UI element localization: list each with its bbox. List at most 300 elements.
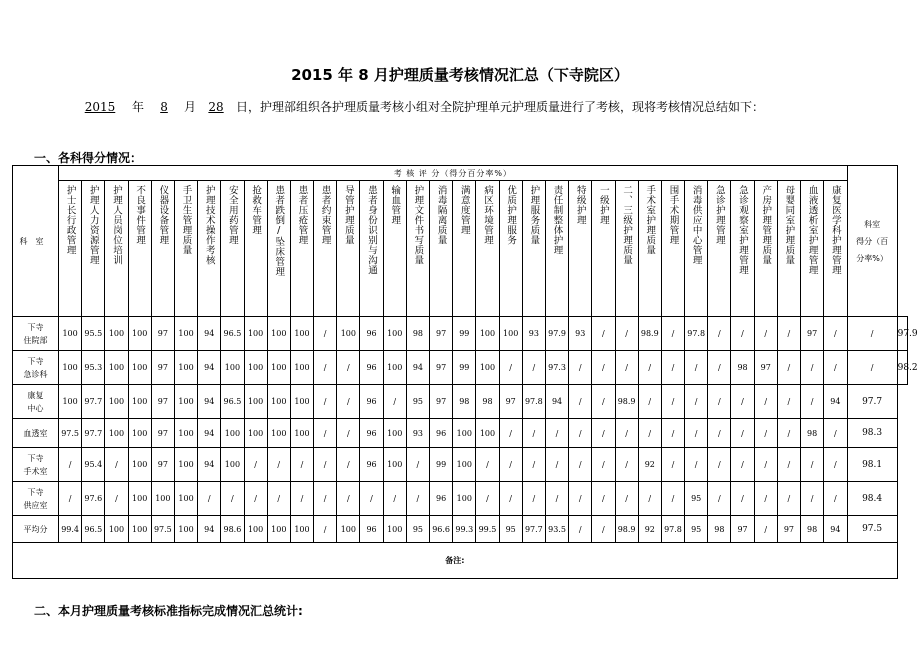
column-header-label: 患者跌倒/坠床管理: [273, 185, 285, 277]
column-header: [337, 181, 360, 317]
score-cell: /: [685, 419, 708, 448]
score-cell: /: [569, 516, 592, 543]
score-cell: /: [615, 351, 638, 385]
score-cell: /: [661, 482, 684, 516]
dept-name-line: 手术室: [23, 466, 48, 476]
score-cell: 96: [360, 419, 383, 448]
column-header: [430, 181, 453, 317]
score-cell: 98: [406, 317, 429, 351]
score-header-line: 分率%）: [856, 253, 888, 263]
score-cell: /: [360, 482, 383, 516]
score-cell: 100: [151, 482, 174, 516]
score-cell: /: [777, 448, 800, 482]
score-cell: 97: [151, 419, 174, 448]
score-cell: /: [685, 351, 708, 385]
score-cell: 97: [499, 385, 522, 419]
column-header-label: 病区环境管理: [481, 185, 493, 245]
score-cell: /: [754, 482, 777, 516]
score-cell: /: [661, 448, 684, 482]
column-header-label: 抢救车管理: [250, 185, 262, 235]
score-cell: 100: [244, 385, 267, 419]
score-cell: /: [824, 351, 847, 385]
column-header: [314, 181, 337, 317]
column-header: [174, 181, 197, 317]
dept-name-line: 住院部: [23, 335, 48, 345]
dept-total-score: 97.9: [897, 317, 907, 351]
column-header: [731, 181, 754, 317]
column-header: [801, 181, 824, 317]
column-header-label: 责任制整体护理: [551, 185, 563, 255]
remark-cell: [13, 543, 898, 579]
score-cell: 94: [824, 516, 847, 543]
column-header: [244, 181, 267, 317]
score-cell: 96.5: [82, 516, 105, 543]
column-header-label: 护理人员岗位培训: [110, 185, 122, 265]
column-header-row: [13, 181, 908, 317]
score-cell: /: [592, 448, 615, 482]
score-cell: /: [569, 385, 592, 419]
score-cell: /: [592, 317, 615, 351]
score-cell: /: [267, 482, 290, 516]
score-cell: 94: [198, 351, 221, 385]
score-cell: 100: [221, 419, 244, 448]
score-cell: 100: [244, 419, 267, 448]
dept-name-line: 急诊科: [23, 369, 48, 379]
column-header-label: 优质护理服务: [505, 185, 517, 245]
score-cell: /: [499, 482, 522, 516]
dept-name-line: 下寺: [27, 322, 44, 332]
score-cell: 98: [801, 419, 824, 448]
score-cell: 100: [105, 385, 128, 419]
score-cell: 100: [128, 385, 151, 419]
remark-label: 备注:: [445, 556, 465, 565]
score-cell: /: [314, 448, 337, 482]
score-cell: 97.3: [545, 351, 568, 385]
score-cell: 100: [174, 317, 197, 351]
score-cell: /: [290, 482, 313, 516]
score-cell: /: [824, 482, 847, 516]
score-cell: 95: [685, 482, 708, 516]
score-cell: 100: [244, 351, 267, 385]
score-cell: 99.3: [453, 516, 476, 543]
score-table: [12, 165, 918, 579]
dept-cell: [13, 482, 59, 516]
intro-text: 护理部组织各护理质量考核小组对全院护理单元护理质量进行了考核，现将考核情况总结如下：: [260, 100, 765, 114]
table-row: [13, 448, 908, 482]
score-cell: /: [777, 385, 800, 419]
column-header: [592, 181, 615, 317]
column-header-label: 急诊护理管理: [713, 185, 725, 245]
score-cell: 98: [801, 516, 824, 543]
score-cell: /: [592, 419, 615, 448]
score-cell: 98: [453, 385, 476, 419]
column-header: [638, 181, 661, 317]
table-row: [13, 351, 908, 385]
score-cell: /: [824, 448, 847, 482]
dept-name-line: 平均分: [23, 524, 48, 534]
score-cell: 98.6: [221, 516, 244, 543]
score-cell: /: [615, 317, 638, 351]
column-header-label: 患者约束管理: [319, 185, 331, 245]
score-cell: /: [267, 448, 290, 482]
score-cell: 100: [383, 516, 406, 543]
score-cell: /: [847, 317, 897, 351]
score-cell: 97.7: [522, 516, 545, 543]
column-header-label: 护理技术操作考核: [203, 185, 215, 265]
column-header-label: 围手术期管理: [667, 185, 679, 245]
score-cell: /: [383, 482, 406, 516]
score-cell: 100: [290, 419, 313, 448]
score-cell: 100: [337, 516, 360, 543]
column-header: [685, 181, 708, 317]
score-cell: 98: [731, 351, 754, 385]
dept-total-score: 98.1: [847, 448, 897, 482]
score-cell: /: [569, 419, 592, 448]
score-cell: /: [545, 419, 568, 448]
score-cell: 100: [267, 516, 290, 543]
score-cell: 100: [453, 482, 476, 516]
score-cell: 100: [128, 419, 151, 448]
column-header: [661, 181, 684, 317]
table-row: [13, 317, 908, 351]
score-cell: 100: [105, 351, 128, 385]
score-cell: 95: [685, 516, 708, 543]
dept-cell: [13, 448, 59, 482]
score-cell: 100: [244, 317, 267, 351]
score-cell: /: [777, 351, 800, 385]
score-cell: 100: [174, 448, 197, 482]
score-cell: 97.8: [685, 317, 708, 351]
score-cell: 95.5: [82, 317, 105, 351]
score-cell: 100: [59, 385, 82, 419]
column-header: [476, 181, 499, 317]
column-header-label: 护士长行政管理: [64, 185, 76, 255]
dept-cell: [13, 516, 59, 543]
score-cell: /: [522, 482, 545, 516]
dept-total-score: 98.3: [847, 419, 897, 448]
column-header-label: 仪器设备管理: [157, 185, 169, 245]
score-cell: 98.9: [615, 385, 638, 419]
score-cell: 100: [128, 516, 151, 543]
score-cell: /: [661, 419, 684, 448]
score-cell: 96: [430, 482, 453, 516]
score-cell: /: [522, 419, 545, 448]
score-cell: 97: [801, 317, 824, 351]
score-cell: /: [708, 419, 731, 448]
score-cell: /: [314, 419, 337, 448]
column-header: [151, 181, 174, 317]
score-header-line: 科室: [864, 219, 881, 229]
column-header: [824, 181, 847, 317]
dept-name-line: 血透室: [23, 428, 48, 438]
score-cell: /: [708, 385, 731, 419]
dept-header: [13, 166, 59, 317]
score-cell: 100: [267, 385, 290, 419]
score-cell: 93: [406, 419, 429, 448]
score-cell: 100: [453, 419, 476, 448]
column-header: [754, 181, 777, 317]
column-header: [82, 181, 105, 317]
column-header-label: 血液透析室护理管理: [806, 185, 818, 275]
column-header-label: 护理文件书写质量: [412, 185, 424, 265]
score-cell: /: [754, 385, 777, 419]
column-header-label: 一级护理: [597, 185, 609, 225]
score-cell: /: [244, 482, 267, 516]
score-cell: /: [731, 448, 754, 482]
score-cell: 100: [476, 419, 499, 448]
score-cell: /: [708, 482, 731, 516]
score-cell: 100: [105, 419, 128, 448]
score-cell: 97: [430, 385, 453, 419]
column-header: [522, 181, 545, 317]
score-cell: 100: [383, 351, 406, 385]
score-cell: /: [777, 317, 800, 351]
score-cell: 100: [174, 351, 197, 385]
score-cell: /: [476, 448, 499, 482]
score-cell: /: [569, 448, 592, 482]
header-row: [13, 166, 908, 181]
score-cell: /: [708, 448, 731, 482]
score-cell: /: [685, 385, 708, 419]
column-header-label: 康复医学科护理管理: [829, 185, 841, 275]
score-cell: 99.5: [476, 516, 499, 543]
column-header: [708, 181, 731, 317]
score-cell: 100: [290, 385, 313, 419]
dept-cell: [13, 385, 59, 419]
score-cell: 95.4: [82, 448, 105, 482]
score-cell: 100: [174, 482, 197, 516]
score-cell: 100: [221, 448, 244, 482]
score-cell: 97.5: [59, 419, 82, 448]
column-header: [569, 181, 592, 317]
dept-total-score: 97.7: [847, 385, 897, 419]
column-header: [360, 181, 383, 317]
score-cell: 97: [151, 385, 174, 419]
score-cell: /: [337, 419, 360, 448]
score-cell: 100: [290, 516, 313, 543]
table-row: [13, 419, 908, 448]
column-header: [267, 181, 290, 317]
score-header: [847, 166, 897, 317]
score-header-line: 得分（百: [856, 236, 889, 246]
score-cell: /: [522, 448, 545, 482]
score-cell: /: [731, 419, 754, 448]
score-cell: /: [754, 448, 777, 482]
score-cell: /: [824, 419, 847, 448]
score-cell: /: [290, 448, 313, 482]
intro-year-unit: 年: [132, 100, 145, 114]
score-cell: 100: [128, 351, 151, 385]
dept-name-line: 康复: [27, 390, 44, 400]
score-cell: 95: [499, 516, 522, 543]
score-cell: 100: [453, 448, 476, 482]
dept-total-score: 98.4: [847, 482, 897, 516]
score-cell: /: [801, 385, 824, 419]
score-cell: 94: [824, 385, 847, 419]
score-cell: /: [661, 317, 684, 351]
score-cell: 100: [244, 516, 267, 543]
score-cell: /: [801, 448, 824, 482]
score-cell: 97.8: [522, 385, 545, 419]
score-cell: 97: [430, 351, 453, 385]
score-cell: 99: [453, 317, 476, 351]
score-cell: /: [754, 419, 777, 448]
column-header-label: 急诊观察室护理管理: [737, 185, 749, 275]
score-cell: /: [638, 419, 661, 448]
score-cell: /: [499, 351, 522, 385]
score-cell: 96: [360, 317, 383, 351]
score-cell: 93.5: [545, 516, 568, 543]
dept-cell: [13, 419, 59, 448]
score-cell: /: [708, 317, 731, 351]
score-cell: 99.4: [59, 516, 82, 543]
score-cell: 97: [731, 516, 754, 543]
column-header: [59, 181, 82, 317]
score-cell: 92: [638, 448, 661, 482]
score-cell: 94: [198, 385, 221, 419]
score-cell: /: [59, 482, 82, 516]
score-cell: /: [615, 482, 638, 516]
dept-name-line: 供应室: [23, 500, 48, 510]
score-cell: /: [406, 482, 429, 516]
column-header: [777, 181, 800, 317]
score-cell: /: [754, 516, 777, 543]
column-header-label: 护理人力资源管理: [87, 185, 99, 265]
score-cell: 97.9: [545, 317, 568, 351]
column-header-label: 不良事件管理: [134, 185, 146, 245]
score-cell: 95.3: [82, 351, 105, 385]
column-header-label: 导管护理质量: [342, 185, 354, 245]
score-cell: 100: [105, 516, 128, 543]
score-cell: 100: [383, 448, 406, 482]
score-cell: /: [638, 482, 661, 516]
score-cell: /: [221, 482, 244, 516]
score-cell: 97: [754, 351, 777, 385]
score-cell: /: [777, 419, 800, 448]
column-header-label: 满意度管理: [458, 185, 470, 235]
score-cell: /: [198, 482, 221, 516]
score-cell: /: [824, 317, 847, 351]
score-cell: /: [569, 482, 592, 516]
column-header: [221, 181, 244, 317]
score-cell: 97: [151, 448, 174, 482]
table-row: [13, 482, 908, 516]
score-cell: 97.8: [661, 516, 684, 543]
score-cell: /: [406, 448, 429, 482]
page-title: 2015 年 8 月护理质量考核情况汇总（下寺院区）: [291, 66, 629, 84]
score-cell: 99: [453, 351, 476, 385]
column-header: [383, 181, 406, 317]
score-cell: 98.9: [615, 516, 638, 543]
score-cell: /: [337, 482, 360, 516]
intro-month: 8: [160, 100, 168, 114]
score-cell: /: [731, 385, 754, 419]
column-header-label: 母婴同室护理质量: [783, 185, 795, 265]
column-header-label: 安全用药管理: [226, 185, 238, 245]
intro-paragraph: [68, 98, 764, 115]
column-header-label: 患者身份识别与沟通: [366, 185, 378, 275]
score-cell: 98.9: [638, 317, 661, 351]
score-cell: 95: [406, 516, 429, 543]
column-header-label: 手卫生管理质量: [180, 185, 192, 255]
score-cell: 94: [406, 351, 429, 385]
table-row: [13, 385, 908, 419]
column-header-label: 消毒供应中心管理: [690, 185, 702, 265]
column-header: [406, 181, 429, 317]
score-cell: 96: [360, 448, 383, 482]
score-cell: 93: [522, 317, 545, 351]
column-header: [198, 181, 221, 317]
score-cell: /: [638, 385, 661, 419]
intro-day-unit: 日，: [236, 100, 261, 114]
dept-header-label: 科室: [19, 236, 52, 246]
score-cell: 96.5: [221, 317, 244, 351]
score-cell: 97.7: [82, 419, 105, 448]
dept-total-score: 97.5: [847, 516, 897, 543]
table-row: [13, 516, 908, 543]
score-cell: 96: [360, 351, 383, 385]
column-header-label: 护理服务质量: [528, 185, 540, 245]
score-cell: 92: [638, 516, 661, 543]
intro-month-unit: 月: [184, 100, 197, 114]
score-cell: /: [499, 419, 522, 448]
score-cell: 100: [476, 317, 499, 351]
score-cell: /: [337, 351, 360, 385]
score-cell: 97: [151, 351, 174, 385]
score-cell: 100: [59, 351, 82, 385]
column-header-label: 输血管理: [389, 185, 401, 225]
dept-name-line: 中心: [27, 403, 44, 413]
dept-name-line: 下寺: [27, 453, 44, 463]
score-cell: /: [244, 448, 267, 482]
score-cell: 95: [406, 385, 429, 419]
score-cell: 94: [198, 419, 221, 448]
score-cell: 100: [337, 317, 360, 351]
score-cell: /: [59, 448, 82, 482]
score-cell: 97.5: [151, 516, 174, 543]
score-cell: 100: [128, 482, 151, 516]
score-cell: 100: [499, 317, 522, 351]
score-cell: 100: [174, 516, 197, 543]
score-cell: 97: [430, 317, 453, 351]
score-cell: /: [592, 351, 615, 385]
score-cell: 100: [290, 317, 313, 351]
section-1-heading: 一、各科得分情况：: [34, 151, 143, 165]
score-cell: /: [638, 351, 661, 385]
score-cell: 99: [430, 448, 453, 482]
score-cell: 100: [267, 419, 290, 448]
column-header-label: 患者压疮管理: [296, 185, 308, 245]
score-cell: 93: [569, 317, 592, 351]
score-cell: /: [569, 351, 592, 385]
score-cell: 100: [267, 317, 290, 351]
score-cell: 100: [290, 351, 313, 385]
score-cell: 100: [267, 351, 290, 385]
score-cell: /: [314, 516, 337, 543]
column-header: [615, 181, 638, 317]
score-cell: 100: [383, 419, 406, 448]
dept-cell: [13, 317, 59, 351]
score-cell: 100: [174, 419, 197, 448]
score-cell: /: [685, 448, 708, 482]
score-cell: /: [708, 351, 731, 385]
remark-row: [13, 543, 908, 579]
score-cell: /: [847, 351, 897, 385]
score-cell: 94: [198, 516, 221, 543]
score-cell: /: [731, 482, 754, 516]
intro-year: 2015: [84, 100, 116, 114]
column-header-label: 二、三级护理质量: [621, 185, 633, 265]
